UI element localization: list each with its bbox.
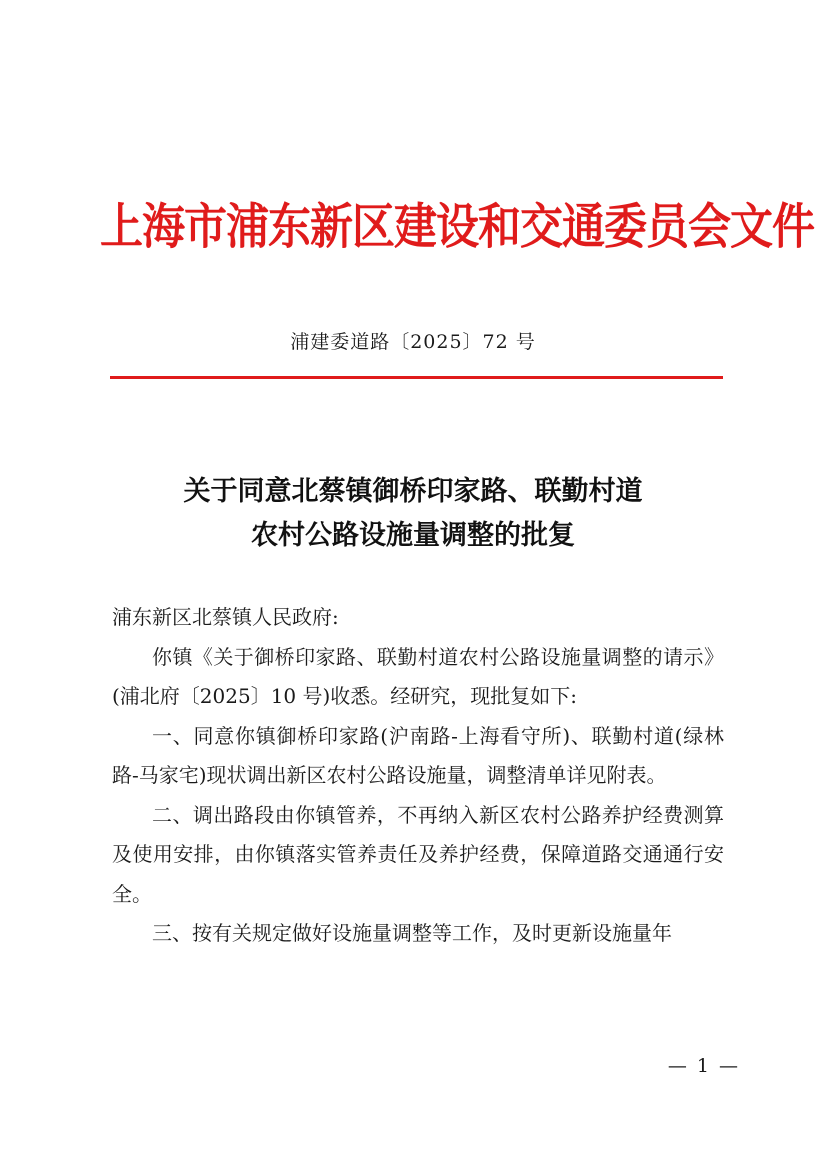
addressee: 浦东新区北蔡镇人民政府: <box>112 605 339 629</box>
agency-masthead: 上海市浦东新区建设和交通委员会文件 <box>100 199 814 256</box>
body-paragraph: 二、调出路段由你镇管养，不再纳入新区农村公路养护经费测算及使用安排，由你镇落实管养责任及养护经费，保障道路交通通行安全。 <box>112 802 724 906</box>
body-paragraph: 你镇《关于御桥印家路、联勤村道农村公路设施量调整的请示》(浦北府〔2025〕10 号)收悉。经研究，现批复如下: <box>112 644 724 708</box>
body-paragraph: 三、按有关规定做好设施量调整等工作，及时更新设施量年 <box>152 921 672 945</box>
title-line-1: 关于同意北蔡镇御桥印家路、联勤村道 <box>183 476 643 507</box>
body-paragraph: 一、同意你镇御桥印家路(沪南路-上海看守所)、联勤村道(绿林路-马家宅)现状调出新区农村公路设施量，调整清单详见附表。 <box>112 723 724 787</box>
red-divider-line <box>110 376 723 379</box>
document-title <box>100 470 726 558</box>
document-body <box>112 598 724 954</box>
title-line-2: 农村公路设施量调整的批复 <box>251 520 575 551</box>
page-number: — 1 — <box>667 1055 740 1077</box>
document-number: 浦建委道路〔2025〕72 号 <box>290 331 536 353</box>
